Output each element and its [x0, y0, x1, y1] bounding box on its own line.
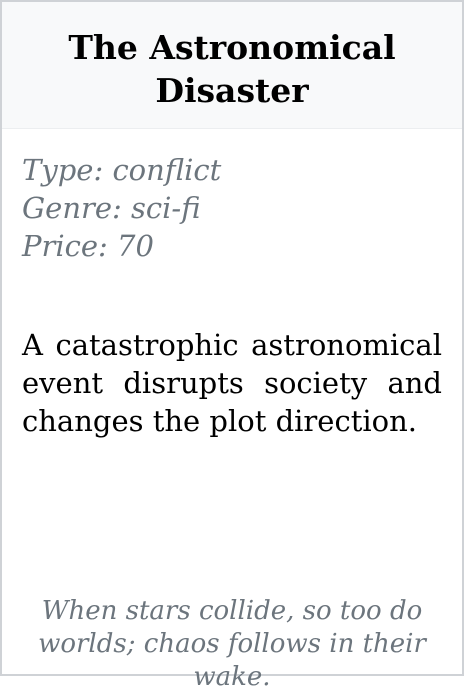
card-header [2, 2, 462, 129]
card-type: Type: conflict [22, 153, 222, 187]
card-flavor-text: When stars collide, so too do worlds; chaos follows in their wake. [38, 596, 426, 692]
card-price: Price: 70 [22, 229, 154, 263]
card-description: A catastrophic astronomical event disrupts society and changes the plot direction. [22, 328, 442, 438]
card-title: The Astronomical Disaster [68, 28, 396, 110]
card-meta [22, 151, 442, 265]
card-genre: Genre: sci-fi [22, 191, 201, 225]
